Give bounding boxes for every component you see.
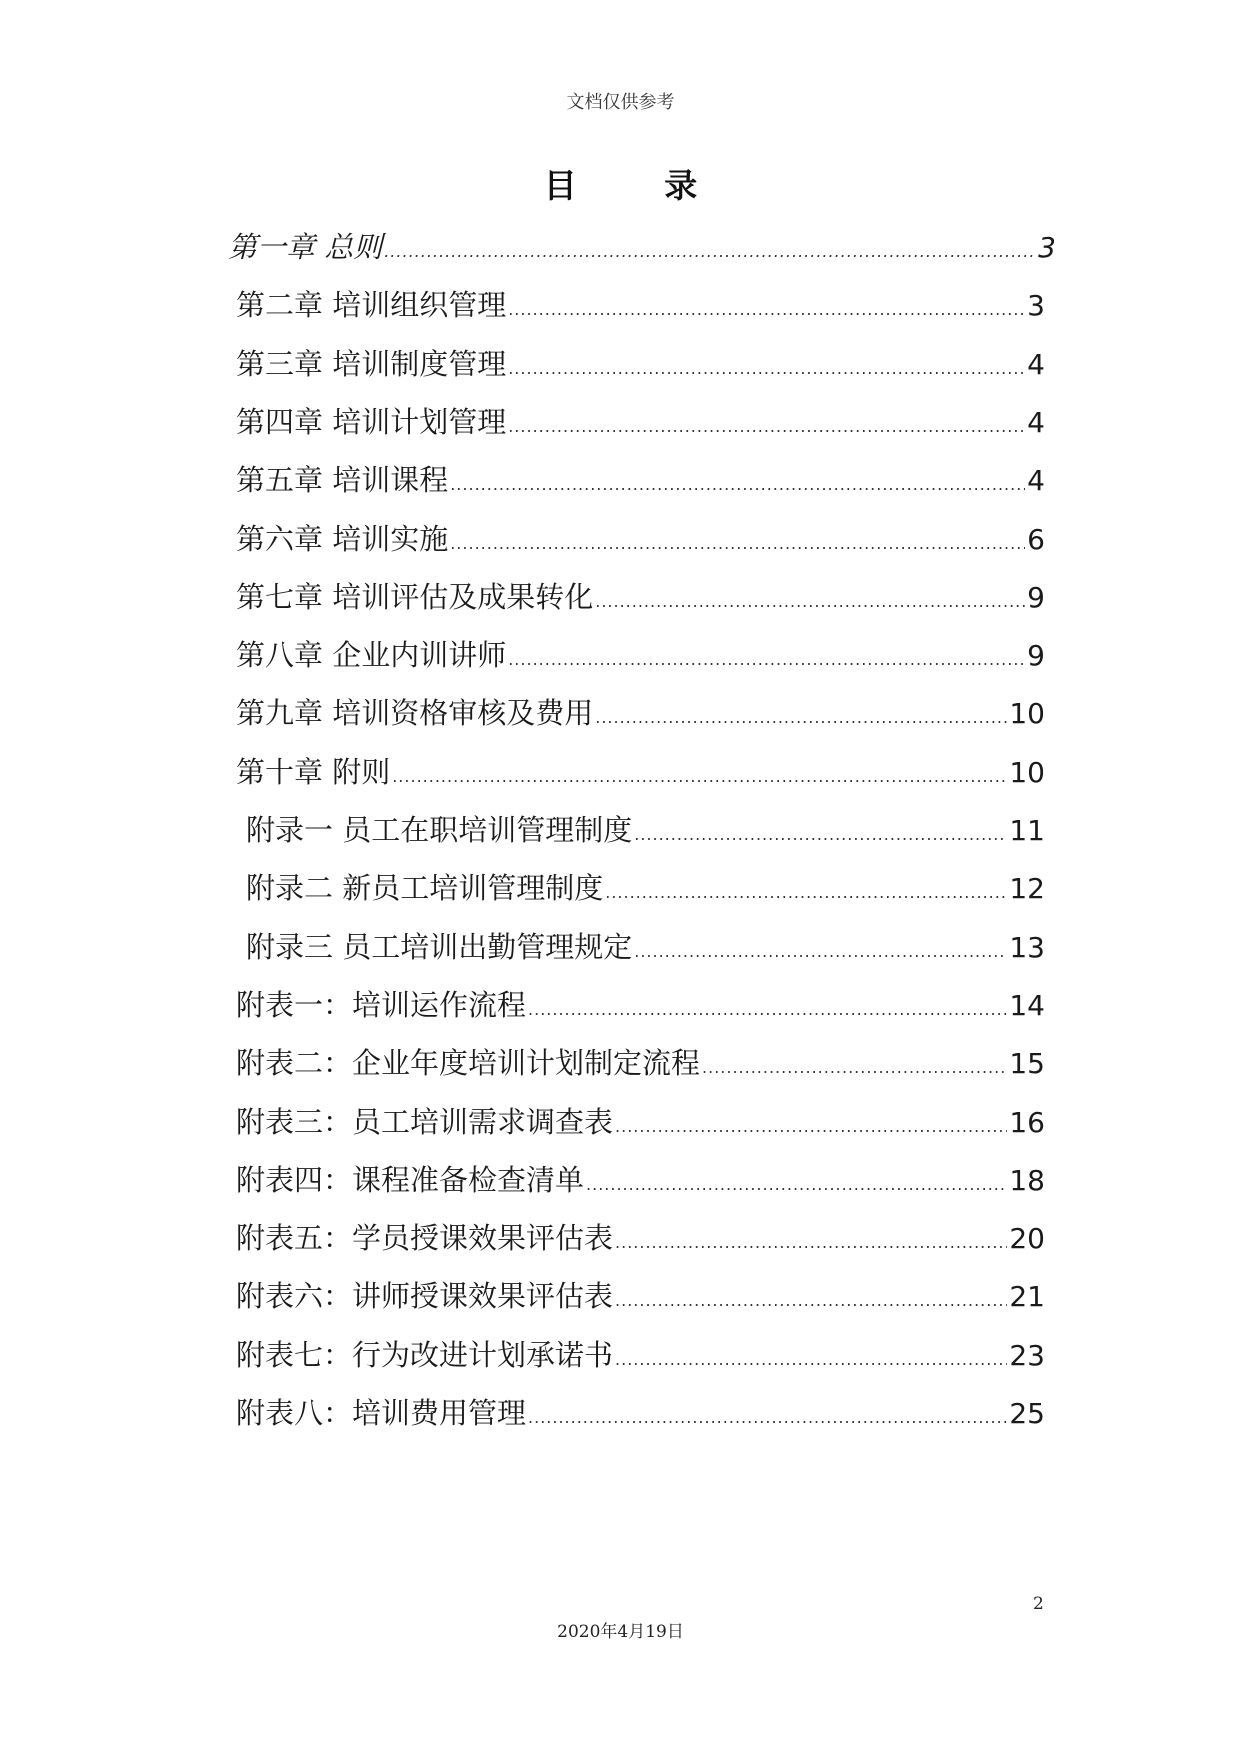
toc-dot-leader [595,577,1025,627]
toc-entry[interactable] [236,630,1045,680]
toc-entry-label: 附表五：学员授课效果评估表 [236,1221,614,1255]
toc-dot-leader [508,402,1025,452]
toc-entry-label: 附表七：行为改进计划承诺书 [236,1338,614,1372]
toc-entry-page: 12 [1009,872,1045,905]
toc-entry-page: 11 [1009,814,1045,847]
toc-entry[interactable] [246,805,1045,855]
toc-entry-page: 9 [1027,639,1045,672]
toc-entry[interactable] [236,688,1045,738]
page-header: 文档仅供参考 [566,92,675,113]
toc-dot-leader [528,1393,1007,1443]
toc-entry-label: 附表二：企业年度培训计划制定流程 [236,1046,701,1080]
toc-entry[interactable] [236,747,1045,797]
toc-entry-label: 第四章 培训计划管理 [236,405,507,439]
toc-entry[interactable] [236,455,1045,505]
toc-entry[interactable] [236,572,1045,622]
toc-entry-label: 第二章 培训组织管理 [236,288,507,322]
toc-entry[interactable] [228,222,1056,272]
toc-dot-leader [392,752,1007,802]
toc-entry[interactable] [246,863,1045,913]
toc-dot-leader [615,1218,1007,1268]
toc-entry-label: 第五章 培训课程 [236,463,449,497]
toc-entry-label: 附录一 员工在职培训管理制度 [246,813,633,847]
toc-entry-label: 附表三：员工培训需求调查表 [236,1105,614,1139]
toc-entry-page: 10 [1009,756,1045,789]
toc-entry-page: 3 [1027,289,1045,322]
toc-entry-label: 附表六：讲师授课效果评估表 [236,1279,614,1313]
toc-entry-label: 附表四：课程准备检查清单 [236,1163,585,1197]
toc-title: 目 录 [543,166,736,205]
toc-entry[interactable] [246,922,1045,972]
toc-entry-label: 附录二 新员工培训管理制度 [246,871,604,905]
toc-entry-page: 10 [1009,697,1045,730]
toc-dot-leader [508,635,1025,685]
toc-entry[interactable] [236,1155,1045,1205]
toc-entry-page: 23 [1009,1339,1045,1372]
toc-entry-label: 第十章 附则 [236,755,391,789]
toc-dot-leader [586,1160,1007,1210]
toc-entry-page: 16 [1009,1106,1045,1139]
toc-entry-page: 4 [1027,406,1045,439]
toc-entry-label: 附录三 员工培训出勤管理规定 [246,930,633,964]
toc-dot-leader [615,1102,1007,1152]
toc-entry-page: 9 [1027,581,1045,614]
toc-dot-leader [615,1276,1007,1326]
toc-dot-leader [702,1043,1007,1093]
toc-entry-page: 18 [1009,1164,1045,1197]
toc-dot-leader [508,285,1025,335]
toc-dot-leader [605,868,1007,918]
toc-dot-leader [384,227,1036,277]
toc-entry-page: 20 [1009,1222,1045,1255]
toc-dot-leader [508,344,1025,394]
footer-date: 2020年4月19日 [557,1622,684,1642]
toc-entry-label: 第三章 培训制度管理 [236,347,507,381]
toc-entry-page: 3 [1038,231,1056,264]
toc-entry-label: 第七章 培训评估及成果转化 [236,580,594,614]
toc-entry-page: 4 [1027,464,1045,497]
toc-entry-page: 14 [1009,989,1045,1022]
toc-entry-label: 附表一：培训运作流程 [236,988,527,1022]
toc-dot-leader [615,1335,1007,1385]
toc-entry-label: 第一章 总则 [228,230,383,264]
toc-entry[interactable] [236,1388,1045,1438]
toc-entry[interactable] [236,339,1045,389]
toc-entry-page: 15 [1009,1047,1045,1080]
toc-entry-page: 25 [1009,1397,1045,1430]
toc-entry[interactable] [236,514,1045,564]
toc-dot-leader [634,810,1007,860]
page-number: 2 [1033,1594,1044,1614]
toc-dot-leader [450,519,1025,569]
toc-entry-page: 21 [1009,1280,1045,1313]
toc-entry[interactable] [236,397,1045,447]
toc-entry[interactable] [236,280,1045,330]
toc-entry[interactable] [236,1330,1045,1380]
toc-entry-label: 第九章 培训资格审核及费用 [236,696,594,730]
toc-dot-leader [450,460,1025,510]
toc-entry-page: 4 [1027,348,1045,381]
toc-entry-label: 第六章 培训实施 [236,522,449,556]
toc-dot-leader [528,985,1007,1035]
toc-entry-label: 第八章 企业内训讲师 [236,638,507,672]
toc-dot-leader [634,927,1007,977]
toc-entry-label: 附表八：培训费用管理 [236,1396,527,1430]
toc-entry[interactable] [236,1271,1045,1321]
toc-entry[interactable] [236,980,1045,1030]
toc-entry[interactable] [236,1213,1045,1263]
toc-entry[interactable] [236,1097,1045,1147]
toc-dot-leader [595,693,1007,743]
toc-entry-page: 6 [1027,523,1045,556]
toc-entry-page: 13 [1009,931,1045,964]
toc-entry[interactable] [236,1038,1045,1088]
